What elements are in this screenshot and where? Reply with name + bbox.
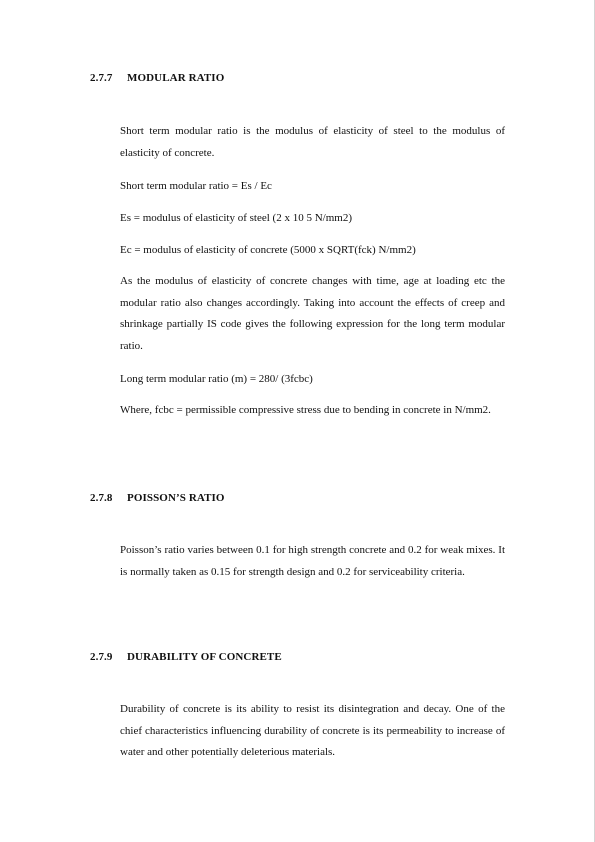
- paragraph-modular-ratio-change: As the modulus of elasticity of concrete changes with time, age at loading etc the modular ratio also changes accordingly. Taking into account the effects of creep and shrinkage partially IS code gives the following expression for the long term modular ratio.: [120, 275, 505, 352]
- section-heading-poissons-ratio: [90, 492, 225, 504]
- section-number: 2.7.8: [90, 492, 113, 504]
- section-title: DURABILITY OF CONCRETE: [127, 651, 282, 663]
- section-heading-modular-ratio: [90, 72, 224, 84]
- section-heading-durability: [90, 651, 282, 663]
- paragraph-fcbc-definition: Where, fcbc = permissible compressive stress due to bending in concrete in N/mm2.: [120, 404, 491, 416]
- formula-es: Es = modulus of elasticity of steel (2 x 10 5 N/mm2): [120, 212, 352, 224]
- formula-ec: Ec = modulus of elasticity of concrete (5000 x SQRT(fck) N/mm2): [120, 244, 416, 256]
- section-title: POISSON’S RATIO: [127, 492, 225, 504]
- paragraph-durability: Durability of concrete is its ability to resist its disintegration and decay. One of the chief characteristics influencing durability of concrete is its permeability to increase of water and other potentially deleterious materials.: [120, 703, 505, 758]
- section-title: MODULAR RATIO: [127, 72, 225, 84]
- section-number: 2.7.7: [90, 72, 113, 84]
- formula-short-term-modular-ratio: Short term modular ratio = Es / Ec: [120, 180, 272, 192]
- section-number: 2.7.9: [90, 651, 113, 663]
- paragraph-poissons-ratio: Poisson’s ratio varies between 0.1 for high strength concrete and 0.2 for weak mixes. It is normally taken as 0.15 for strength design and 0.2 for serviceability criteria.: [120, 544, 505, 578]
- formula-long-term-modular-ratio: Long term modular ratio (m) = 280/ (3fcbc): [120, 373, 313, 385]
- paragraph-modular-ratio-definition: Short term modular ratio is the modulus of elasticity of steel to the modulus of elasticity of concrete.: [120, 125, 505, 159]
